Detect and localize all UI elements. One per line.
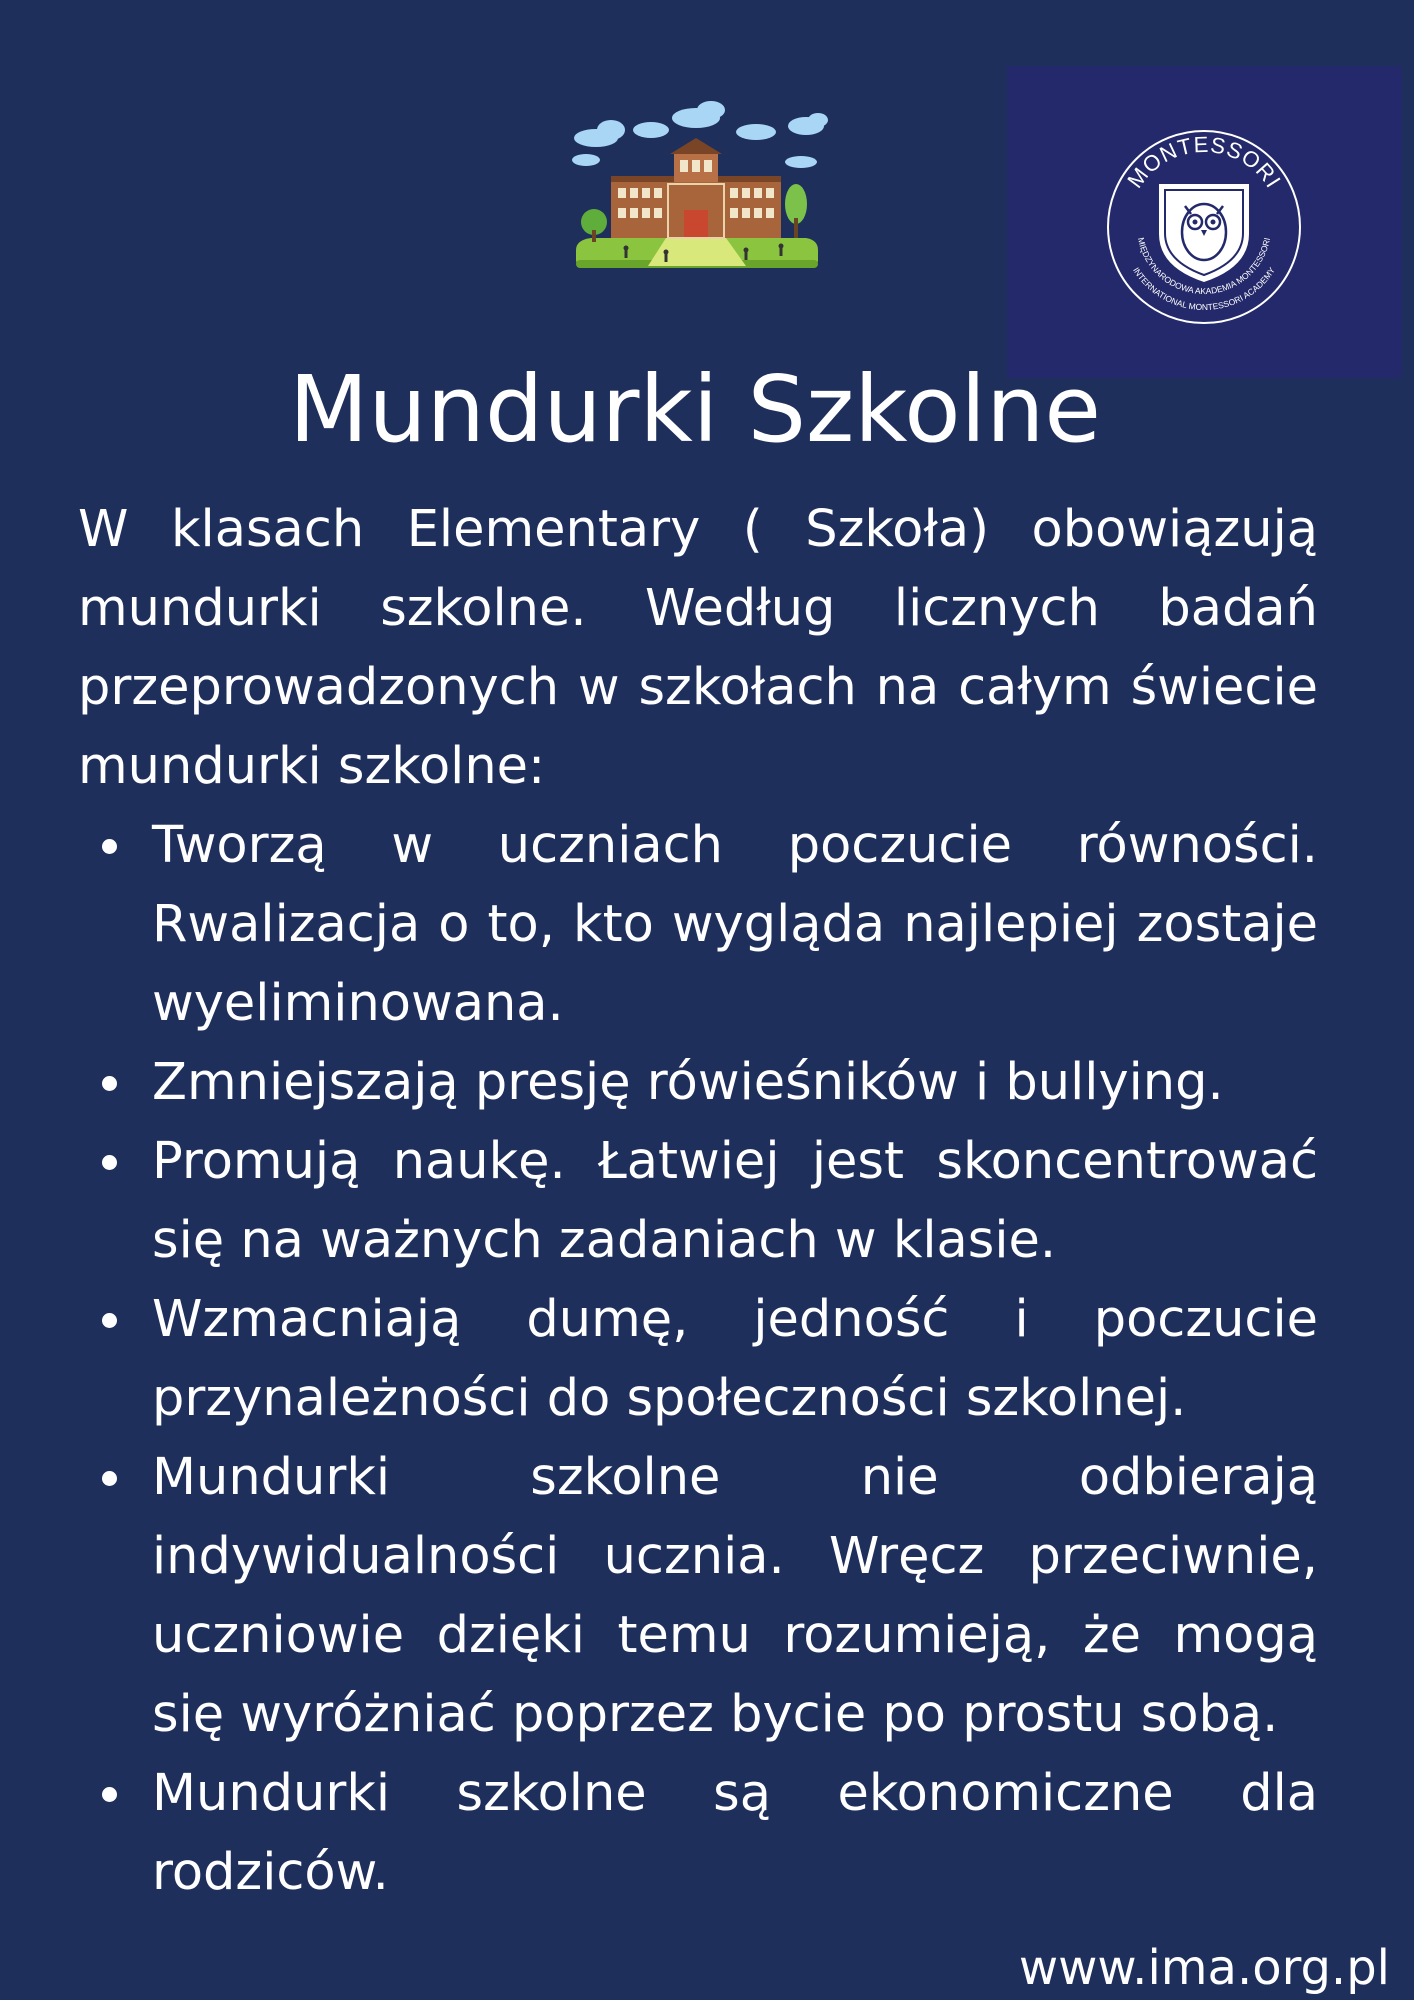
owl-shield-icon [1099, 122, 1309, 332]
website-url: www.ima.org.pl [1018, 1940, 1390, 1996]
list-item: Mundurki szkolne są ekonomiczne dla rodziców. [152, 1754, 1318, 1912]
list-item: Promują naukę. Łatwiej jest skoncentrować się na ważnych zadaniach w klasie. [152, 1122, 1318, 1280]
svg-text:MONTESSORI [1122, 132, 1286, 193]
logo-top-text: MONTESSORI [1122, 131, 1287, 193]
logo-ring-text-en: INTERNATIONAL MONTESSORI ACADEMY [1131, 265, 1277, 313]
logo-panel [1007, 66, 1402, 378]
intro-paragraph: W klasach Elementary ( Szkoła) obowiązują mundurki szkolne. Według licznych badań przeprowadzonych w szkołach na całym świecie mundurki szkolne: [78, 500, 1318, 796]
list-item: Mundurki szkolne nie odbierają indywidualności ucznia. Wręcz przeciwnie, uczniowie dzięki temu rozumieją, że mogą się wyróżniać poprzez bycie po prostu sobą. [152, 1438, 1318, 1754]
main-content [78, 490, 1318, 1912]
benefits-list [78, 806, 1318, 1912]
list-item: Zmniejszają presję rówieśników i bullying. [152, 1043, 1318, 1122]
page-title: Mundurki Szkolne [288, 356, 1102, 463]
list-item: Tworzą w uczniach poczucie równości. Rwalizacja o to, kto wygląda najlepiej zostaje wyeliminowana. [152, 806, 1318, 1043]
school-building-icon [556, 100, 836, 275]
list-item: Wzmacniają dumę, jedność i poczucie przynależności do społeczności szkolnej. [152, 1280, 1318, 1438]
logo-ring-text-pl: MIĘDZYNARODOWA AKADEMIA MONTESSORI [1135, 236, 1273, 297]
